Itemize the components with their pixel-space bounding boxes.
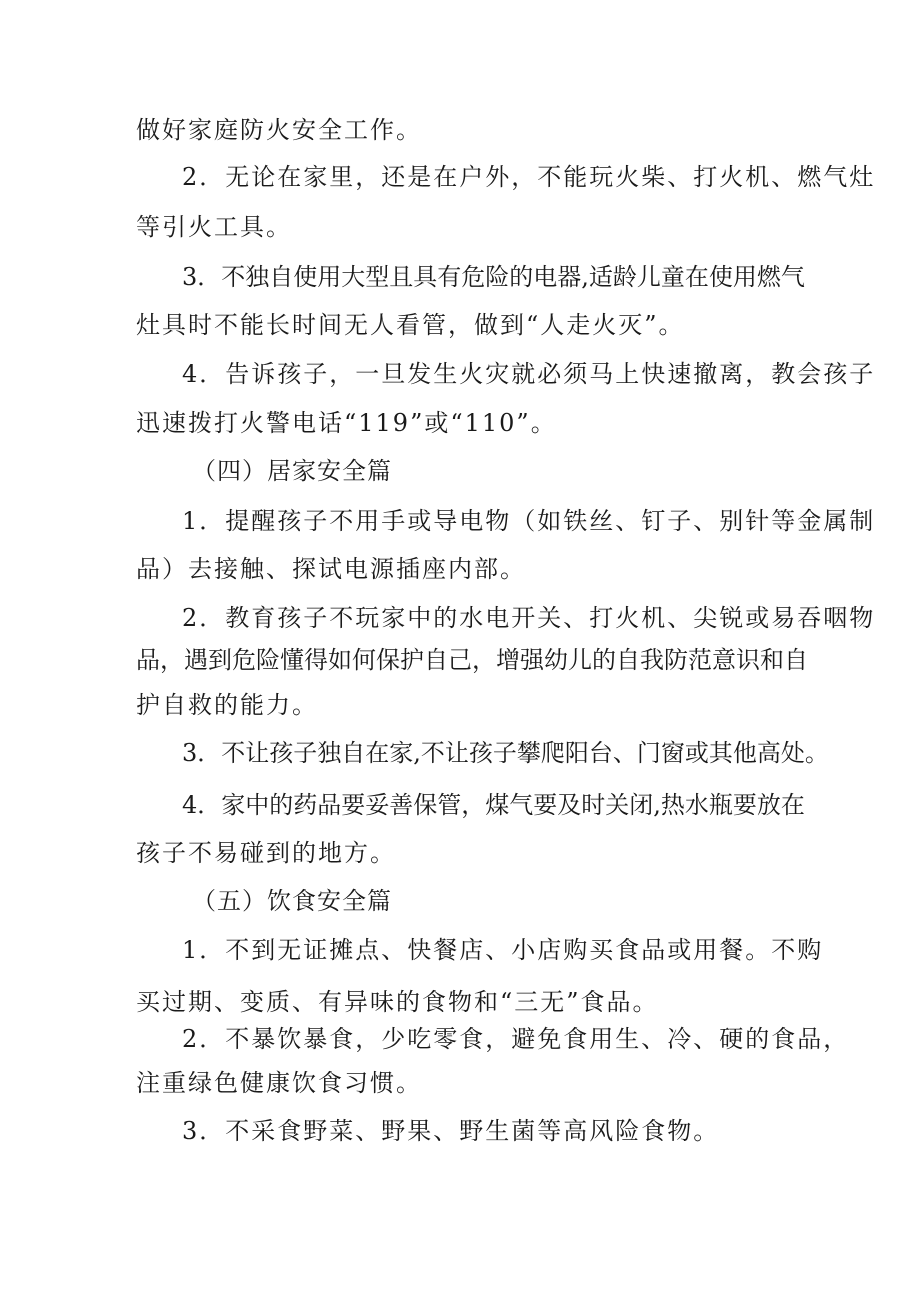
text-line: 品）去接触、探试电源插座内部。 bbox=[136, 555, 526, 583]
text-line: 护自救的能力。 bbox=[136, 691, 318, 719]
text-line: 等引火工具。 bbox=[136, 213, 292, 241]
text-line: 2．教育孩子不玩家中的水电开关、打火机、尖锐或易吞咽物 bbox=[182, 604, 876, 632]
text-line: 品，遇到危险懂得如何保护自己，增强幼儿的自我防范意识和自 bbox=[136, 646, 808, 674]
section-heading: （五）饮食安全篇 bbox=[192, 887, 392, 915]
text-line: 2．不暴饮暴食，少吃零食，避免食用生、冷、硬的食品， bbox=[182, 1025, 850, 1053]
section-heading: （四）居家安全篇 bbox=[192, 457, 392, 485]
text-line: 做好家庭防火安全工作。 bbox=[136, 116, 422, 144]
text-line: 2．无论在家里，还是在户外，不能玩火柴、打火机、燃气灶 bbox=[182, 163, 876, 191]
text-line: 3．不让孩子独自在家,不让孩子攀爬阳台、门窗或其他高处。 bbox=[182, 739, 829, 767]
text-line: 注重绿色健康饮食习惯。 bbox=[136, 1069, 422, 1097]
text-line: 迅速拨打火警电话“119”或“110”。 bbox=[136, 409, 557, 437]
text-line: 3．不独自使用大型且具有危险的电器,适龄儿童在使用燃气 bbox=[182, 263, 805, 291]
text-line: 孩子不易碰到的地方。 bbox=[136, 839, 396, 867]
text-line: 1．不到无证摊点、快餐店、小店购买食品或用餐。不购 bbox=[182, 936, 824, 964]
text-line: 灶具时不能长时间无人看管，做到“人走火灭”。 bbox=[136, 311, 685, 339]
text-line: 3．不采食野菜、野果、野生菌等高风险食物。 bbox=[182, 1117, 720, 1145]
text-line: 4．告诉孩子，一旦发生火灾就必须马上快速撤离，教会孩子 bbox=[182, 360, 876, 388]
text-line: 1．提醒孩子不用手或导电物（如铁丝、钉子、别针等金属制 bbox=[182, 507, 876, 535]
text-line: 买过期、变质、有异味的食物和“三无”食品。 bbox=[136, 988, 659, 1016]
text-line: 4．家中的药品要妥善保管，煤气要及时关闭,热水瓶要放在 bbox=[182, 791, 805, 819]
